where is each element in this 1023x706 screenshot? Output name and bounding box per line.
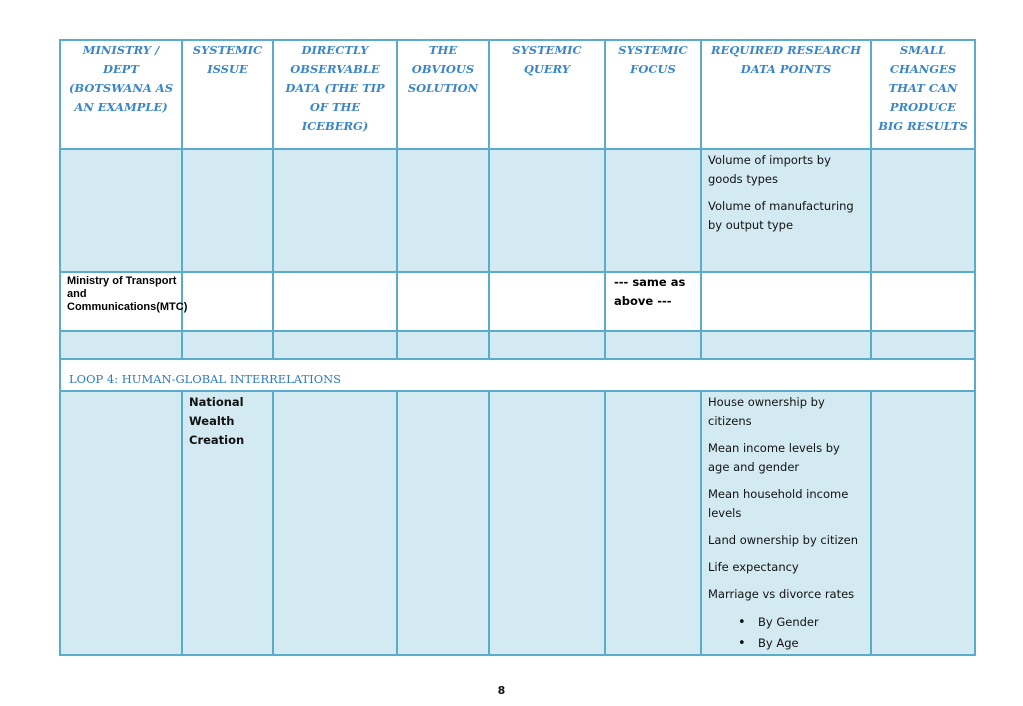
table-cell [273, 272, 397, 331]
data-point: Volume of manufacturing by output type [708, 199, 854, 232]
data-point: Marriage vs divorce rates [708, 587, 855, 601]
table-cell [871, 391, 975, 655]
header-observable-data: DIRECTLY OBSERVABLE DATA (THE TIP OF THE ICEBERG) [273, 40, 397, 149]
systemic-issue-cell [182, 391, 273, 655]
data-point: House ownership by citizens [708, 395, 825, 428]
data-point: Volume of imports by goods types [708, 153, 831, 186]
table-cell [605, 149, 701, 272]
table-cell [60, 331, 182, 359]
same-as-above-text: --- same as above --- [614, 275, 686, 308]
table-cell [397, 331, 489, 359]
loop-heading-cell [60, 359, 975, 391]
loop-row [60, 359, 975, 391]
header-research-data-points: REQUIRED RESEARCH DATA POINTS [701, 40, 871, 149]
table-cell [273, 391, 397, 655]
table-cell [871, 149, 975, 272]
table-cell [605, 391, 701, 655]
table-cell [182, 149, 273, 272]
table-row [60, 272, 975, 331]
table-cell [273, 149, 397, 272]
table-cell [701, 331, 871, 359]
page-number: 8 [497, 684, 506, 697]
table-cell [605, 331, 701, 359]
ministry-cell [60, 272, 188, 331]
table-row [60, 331, 975, 359]
header-row [60, 40, 975, 149]
research-data-points-cell [701, 149, 871, 272]
header-ministry: MINISTRY / DEPT (BOTSWANA AS AN EXAMPLE) [60, 40, 182, 149]
ministry-name: Ministry of Transport and Communications(MTC) [67, 275, 188, 313]
header-systemic-focus: SYSTEMIC FOCUS [605, 40, 701, 149]
bullet-item: • By Gender [738, 612, 864, 633]
table-row [60, 391, 975, 655]
table-cell [60, 149, 182, 272]
loop-heading: LOOP 4: HUMAN-GLOBAL INTERRELATIONS [69, 372, 342, 386]
table-cell [871, 272, 975, 331]
bullet-list [708, 612, 864, 654]
table-row [60, 149, 975, 272]
data-point: Life expectancy [708, 560, 799, 574]
header-small-changes: SMALL CHANGES THAT CAN PRODUCE BIG RESULTS [871, 40, 975, 149]
research-data-points-cell [701, 391, 871, 655]
table-cell [871, 331, 975, 359]
table-cell [273, 331, 397, 359]
bullet-item: • By Age [738, 633, 864, 654]
systemic-issue-text: National Wealth Creation [189, 395, 245, 447]
table-cell [397, 391, 489, 655]
research-table [59, 39, 976, 656]
data-point: Mean income levels by age and gender [708, 441, 840, 474]
table-cell [489, 391, 605, 655]
table-cell [489, 272, 605, 331]
table-cell [182, 272, 273, 331]
table-cell [60, 391, 182, 655]
table-cell [701, 272, 871, 331]
header-obvious-solution: THE OBVIOUS SOLUTION [397, 40, 489, 149]
header-systemic-query: SYSTEMIC QUERY [489, 40, 605, 149]
data-point: Land ownership by citizen [708, 533, 859, 547]
header-systemic-issue: SYSTEMIC ISSUE [182, 40, 273, 149]
table-cell [397, 149, 489, 272]
systemic-focus-cell [605, 272, 701, 331]
table-cell [397, 272, 489, 331]
table-cell [489, 331, 605, 359]
table-cell [489, 149, 605, 272]
table-cell [182, 331, 273, 359]
data-point: Mean household income levels [708, 487, 849, 520]
